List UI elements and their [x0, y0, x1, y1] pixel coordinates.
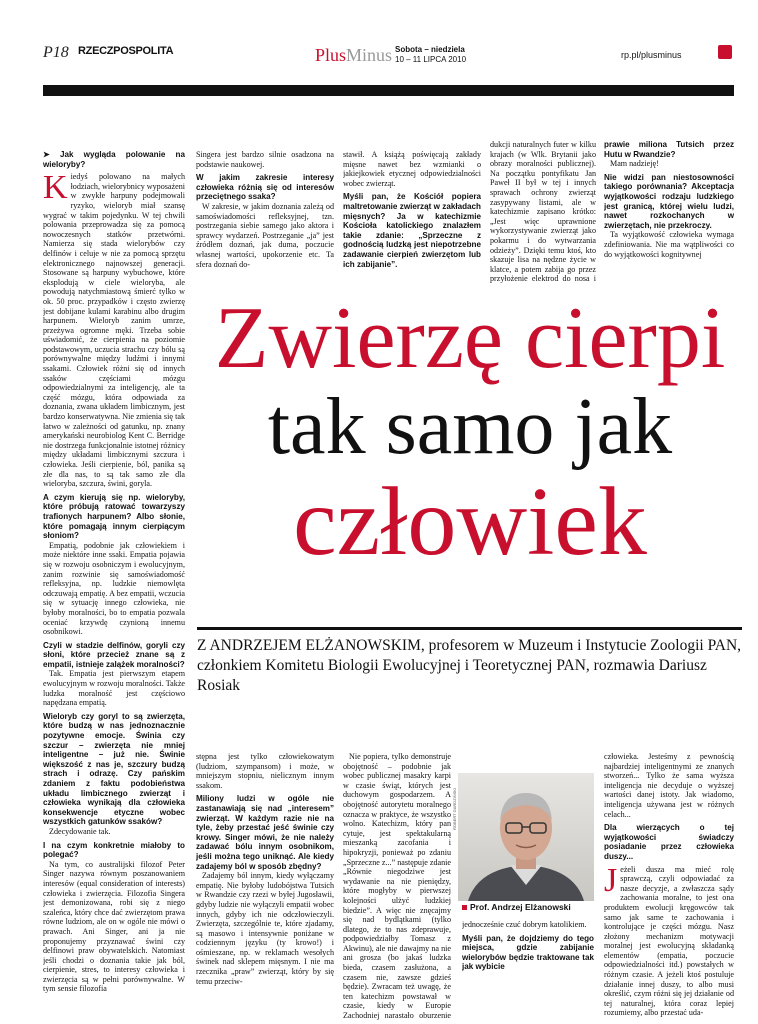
question: Myśli pan, że Kościół popiera maltretowanie zwierząt w zakładach mięsnych? Ja w katechizmie Kościoła katolickiego znalazłem takie zdanie: „Sprzeczne z godnością ludzką jest niepotrzebne zadawanie cierpień zwierzętom lub ich zabijanie”. [343, 192, 481, 269]
section-brand [315, 45, 392, 66]
caption-bullet-icon [462, 905, 467, 910]
answer: W zakresie, w jakim doznania zależą od samoświadomości refleksyjnej, tzn. postrzegania siebie samego jako aktora i sprawcy wydarzeń. Postrzeganie „ja” jest źródłem doznań, jak duma, poczucie własnej wartości, upokorzenie etc. Ta sfera doznań do- [196, 201, 334, 269]
answer: Empatią, podobnie jak człowiekiem i może niektóre inne ssaki. Empatia pojawia się w rozwoju osobniczym i ewolucyjnym, zanim rozwinie się samoświadomość refleksyjna, np. ludzkie niemowlęta odczuwają empatię. A bez empatii, wczucia się w sytuację innego człowieka, nie byłoby moralności, bo to empatia pozwala oceniać krzywdę czynioną innemu osobnikowi. [43, 540, 185, 637]
answer: jednocześnie czuć dobrym katolikiem. [462, 920, 587, 929]
portrait-photo [458, 773, 594, 901]
column-3-bottom [343, 752, 451, 1022]
answer: Singera jest bardzo silnie osadzona na podstawie naukowej. [196, 150, 334, 169]
site-url[interactable]: rp.pl/plusminus [621, 50, 682, 60]
answer: człowieka. Jesteśmy z pewnością najbardziej inteligentnymi ze znanych stworzeń... Tylko że sama wyższa inteligencja nie decyduje o wyższej wartości danej istoty. Jak wiadomo, inteligencja używana jest w różnych celach... [604, 752, 734, 819]
top-rule [43, 85, 734, 96]
answer: Mam nadzieję! [610, 159, 659, 169]
question: Miliony ludzi w ogóle nie zastanawiają się nad „interesem” zwierząt. W każdym razie nie na tyle, żeby przestać jeść świnie czy krowy. Singer mówi, że nie należy zadawać bólu innym osobnikom, jeśli można tego uniknąć. Ale kiedy zadajemy ból w sposób zbędny? [196, 794, 334, 871]
brand-minus: Minus [346, 45, 393, 65]
question: I na czym konkretnie miałoby to polegać? [43, 840, 185, 860]
drop-cap: K [43, 169, 68, 207]
interviewee-name: Z ANDRZEJEM ELŻANOWSKIM, [197, 637, 425, 654]
photo-credit: ROBERT GARDZIŃSKI [452, 787, 457, 830]
answer: Zadajemy ból innym, kiedy wyłączamy empatię. Nie byłoby ludobójstwa Tutsich w Rwandzie czy rzezi w byłej Jugosławii, gdyby ludzie nie wyłączyli empatii wobec innych, gdyby ich nie odczłowieczyli. Zwierzęta, szczególnie te, które zjadamy, są masowo i intensywnie poniżane w codziennym języku (ty krowo!) i ośmieszane, np. w reklamach wesołych świnek nad sklepem mięsnym. I nie ma rzecznika „praw” zwierząt, który by się temu przeciw- [196, 871, 334, 986]
column-2-bottom [196, 752, 334, 1022]
page-header [0, 0, 758, 80]
answer: Nie popiera, tylko demonstruje obojętność – podobnie jak wobec publicznej masakry karpi w czasie świąt, których jest duchowym gospodarzem. A obojętność autorytetu moralnego oznacza w praktyce, że wszystko wolno. Katechizm, który pan cytuje, jest spektakularną mieszanką zacofania i hipokryzji, ponieważ po zdaniu „Sprzeczne z...” następuje zdanie „Równie niegodziwe jest wydawanie na nie pieniędzy, które mogłyby w pierwszej kolejności ulżyć ludzkiej biedzie”. A więc nie znęcajmy się nad bydlątkami (tylko dlatego, że to nas zdeprawuje, podpowiedziałby Tomasz z Akwinu), ale nie dawajmy na nie ani grosza (bo jakaś ludzka bieda, czasem zasłużona, a czasem nie, zawsze gdzieś będzie). Zwracam też uwagę, że ten katechizm powstawał w czasie, kiedy w Europie Zachodniej narastało oburzenie [343, 752, 451, 1021]
question: Wieloryb czy goryl to są zwierzęta, które budzą w nas jednoznacznie pozytywne emocje. Świnia czy szczur – zwierzęta nie mniej inteligentne – już nie. Świnie większość z nas je, szczury budzą strach i odrazę. Czy pańskim zdaniem z faktu podobieństwa układu limbicznego zwierząt i człowieka wynikają dla człowieka konsekwencje etyczne wobec wszystkich gatunków ssaków? [43, 711, 185, 827]
answer: Kiedyś polowano na małych łodziach, wielorybnicy wyposażeni w zwykłe harpuny podejmowali ryzyko, wieloryb miał szansę wygrać w takim pojedynku. W tej chwili polowania przeprowadza się za pomocą nowoczesnych statków przetwórni. Namierza się stada wielorybów czy delfinów i celuje w nie za pomocą sprzętu elektronicznego najnowszej generacji. Stosowane są harpuny wybuchowe, które eksplodują w ciele wieloryba, ale powodują natychmiastową śmierć tylko w ok. 50 proc. przypadków i często zwierzę jest dobijane kulami karabinu albo drugim harpunem. Wieloryb zanim umrze, przeżywa ogromne męki. Trzeba sobie uświadomić, że cierpienia na poziomie podstawowym, uczucia strachu czy bólu są porównywalne między ludźmi i innymi ssakami. Człowiek różni się od innych ssaków częściami mózgu odpowiedzialnymi za inteligencję, ale ta część mózgu, która odpowiada za doznania, zwana układem limbicznym, jest bardzo konserwatywna. Nie zmienia się tak łatwo w zależności od gatunku, np. znany amerykański neurobiolog Kent C. Berridge nie dostrzega funkcjonalnie istotnej różnicy między układami limbicznymi szczura i człowieka. Jeśli cierpienie, ból, panika są złe dla nas, to są tak samo złe dla wieloryba, szczura, świni, goryla. [43, 169, 185, 489]
column-4-bottom [462, 920, 594, 1022]
headline-line-3: człowiek [293, 468, 647, 576]
column-5-bottom [604, 752, 734, 1022]
question: W jakim zakresie interesy człowieka różnią się od interesów przeciętnego ssaka? [196, 173, 334, 202]
answer: stawił. A książą poświęcają zakłady mięsne nawet bez wzmianki o jakiejkowiek etycznej odpowiedzialności wobec zwierząt. [343, 150, 481, 188]
answer: stępna jest tylko człowiekowatym (ludziom, szympansom) i może, w mniejszym stopniu, nielicznym innym ssakom. [196, 752, 334, 790]
headline-line-2: tak samo jak [267, 383, 673, 471]
question: A czym kierują się np. wieloryby, które próbują ratować towarzyszy trafionych harpunem? Albo słonie, które pomagają innym cierpiącym słoniom? [43, 492, 185, 541]
answer: dukcji naturalnych futer w kilku krajach (w Wlk. Brytanii jako obrazy moralności publicznej). Na początku pontyfikatu Jan Paweł II był w tej i innych sprawach ochrony zwierząt zasypywany listami, ale w katechizmie zapisano krótko: „Jest więc uprawnione wykorzystywanie zwierząt jako pokarmu i do wytwarzania odzieży”. Dzięki temu ktoś, kto skazuje lisa na nędzne życie w klatce, a potem zabija go przez przyłożenie elektrod do nosa i [490, 140, 596, 284]
headline-line-1: Zwierzę cierpi [214, 290, 726, 387]
byline [197, 636, 742, 696]
answer: Na tym, co australijski filozof Peter Singer nazywa równym poszanowaniem interesów (equal consideration of interests) człowieka i zwierzęcia. Filozofia Singera jest demonizowana, robi się z niego szaleńca, który chce dać zwierzętom prawa równe ludziom, ale on w ogóle nie mówi o prawach. Ani Singer, ani ja nie proponujemy przyznawać świni czy delfinowi praw obywatelskich. Natomiast jeśli chodzi o doznania takie jak ból, cierpienie, stres, to interesy człowieka i zwierzęcia są w pełni porównywalne. W tym sensie filozofia [43, 859, 185, 994]
question: Dla wierzących o tej wyjątkowości świadczy posiadanie przez człowieka duszy... [604, 823, 734, 861]
drop-cap: J [604, 861, 618, 899]
question: Czyli w stadzie delfinów, goryli czy słoni, które przecież znane są z empatii, istnieje zalążek moralności? [43, 640, 185, 669]
headline [190, 290, 750, 576]
issue-days: Sobota – niedziela [395, 45, 465, 54]
answer: Tak. Empatia jest pierwszym etapem ewolucyjnym w rozwoju moralności. Także ludzka moralność jest częściowo napędzana empatią. [43, 669, 185, 708]
column-3-top [343, 150, 481, 285]
answer: Jeżeli dusza ma mieć rolę sprawczą, czyli odpowiadać za nasze decyzje, a zwłaszcza sądy zachowania moralne, to jest ona produktem ewolucji kręgowców tak samo jak same te zachowania i kontrolujące je części mózgu. Nasz złożony mechanizm motywacji moralnej jest ewolucyjną składanką elementów (empatia, poczucie odpowiedzialności itd.) powstałych w różnym czasie. A jeżeli ktoś postuluje działanie innej duszy, to albo musi określić, czym różni się jej działanie od tej naturalnej, która coraz lepiej rozumiemy, albo przestać uda- [604, 861, 734, 1018]
byline-rule [197, 627, 742, 630]
question: Nie widzi pan niestosowności takiego porównania? Akceptacja wyjątkowości rodzaju ludzkiego jest granicą, której wielu ludzi, nawet rozkochanych w zwierzętach, nie przekroczy. [604, 172, 734, 230]
question-marker-icon: ➤ [43, 150, 60, 159]
column-1 [43, 150, 185, 1022]
answer: Ta wyjątkowość człowieka wymaga zdefiniowania. Nie ma wątpliwości co do wyjątkowości kognitywnej [604, 230, 734, 259]
column-2-top [196, 150, 334, 285]
newspaper-logo: RZECZPOSPOLITA [78, 45, 174, 57]
photo-caption: Prof. Andrzej Elżanowski [462, 902, 571, 912]
issue-date [395, 45, 466, 65]
question: Myśli pan, że dojdziemy do tego miejsca, gdzie zabijanie wielorybów będzie traktowane tak jak wybicie [462, 933, 594, 972]
answer: Zdecydowanie tak. [49, 826, 111, 836]
portrait-illustration [458, 773, 594, 901]
column-4-top [490, 140, 596, 285]
question: prawie miliona Tutsich przez Hutu w Rwandzie? [604, 140, 734, 159]
brand-plus: Plus [315, 45, 347, 65]
question: ➤ Jak wygląda polowanie na wieloryby? [43, 150, 185, 169]
issue-dates: 10 – 11 LIPCA 2010 [395, 55, 467, 64]
rp-logo-icon [718, 45, 732, 59]
byline-details: profesorem w Muzeum i Instytucie Zoologii PAN, członkiem Komitetu Biologii Ewolucyjnej i Teoretycznej PAN, rozmawia Dariusz Rosiak [197, 637, 742, 694]
page-number: P18 [43, 44, 69, 61]
column-5-top [604, 140, 734, 285]
